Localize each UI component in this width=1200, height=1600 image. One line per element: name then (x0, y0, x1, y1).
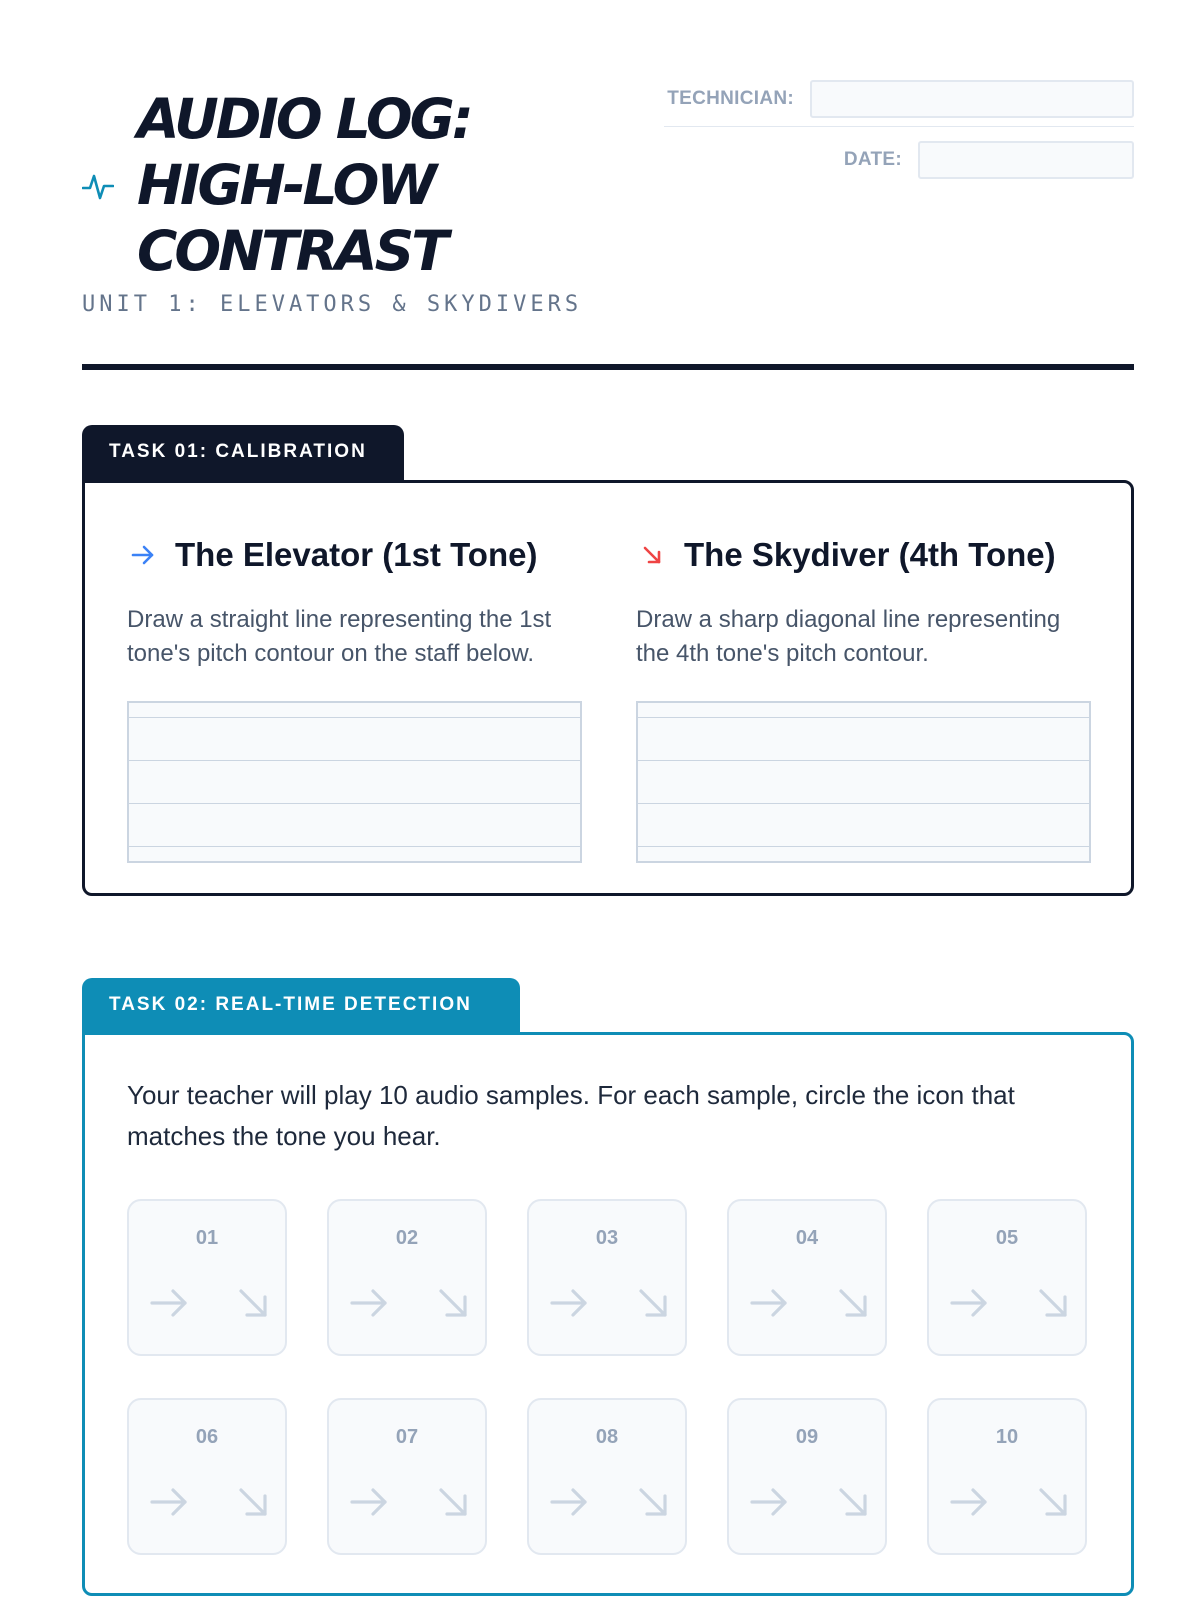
page-title (137, 86, 471, 284)
title-line-1: AUDIO LOG: (137, 87, 471, 151)
task2-tab: TASK 02: REAL-TIME DETECTION (82, 978, 520, 1034)
header-divider (82, 364, 1134, 370)
arrow-right-icon[interactable] (349, 1283, 389, 1323)
task2-panel (82, 1032, 1134, 1596)
arrow-down-right-icon[interactable] (833, 1283, 873, 1323)
arrow-down-right-icon[interactable] (833, 1482, 873, 1522)
elevator-staff[interactable] (127, 701, 582, 863)
date-label: DATE: (843, 149, 902, 170)
technician-label: TECHNICIAN: (667, 88, 794, 109)
arrow-down-right-icon[interactable] (433, 1482, 473, 1522)
skydiver-description: Draw a sharp diagonal line representing the 4th tone's pitch contour. (636, 606, 1061, 667)
sample-number: 09 (795, 1426, 819, 1448)
technician-field[interactable] (810, 80, 1134, 118)
sample-card (127, 1398, 287, 1555)
sample-number: 04 (795, 1227, 819, 1249)
task1-tab: TASK 01: CALIBRATION (82, 425, 404, 481)
sample-number: 07 (395, 1426, 419, 1448)
arrow-right-icon[interactable] (749, 1283, 789, 1323)
sample-card (727, 1398, 887, 1555)
staff-line (129, 760, 580, 761)
skydiver-heading (636, 533, 1091, 577)
skydiver-staff[interactable] (636, 701, 1091, 863)
arrow-right-icon[interactable] (349, 1482, 389, 1522)
skydiver-title: The Skydiver (4th Tone) (684, 536, 1056, 573)
sample-card (527, 1199, 687, 1356)
arrow-right-icon[interactable] (549, 1283, 589, 1323)
sample-card (327, 1199, 487, 1356)
elevator-column (127, 533, 582, 863)
arrow-right-icon[interactable] (949, 1482, 989, 1522)
staff-line (638, 846, 1089, 847)
staff-line (129, 717, 580, 718)
arrow-down-right-icon[interactable] (1033, 1283, 1073, 1323)
staff-line (129, 846, 580, 847)
arrow-down-right-icon[interactable] (633, 1482, 673, 1522)
meta-fields (664, 80, 1134, 197)
technician-row (664, 80, 1134, 127)
arrow-down-right-icon[interactable] (233, 1482, 273, 1522)
sample-number: 10 (995, 1426, 1019, 1448)
task2-instructions: Your teacher will play 10 audio samples. For each sample, circle the icon that matches the tone you hear. (127, 1080, 1015, 1151)
elevator-title: The Elevator (1st Tone) (175, 536, 538, 573)
skydiver-column (636, 533, 1091, 863)
staff-line (638, 803, 1089, 804)
sample-number: 02 (395, 1227, 419, 1249)
sample-card (127, 1199, 287, 1356)
sample-grid (127, 1199, 1087, 1559)
title-line-2: HIGH-LOW (137, 153, 435, 217)
title-line-3: CONTRAST (137, 219, 446, 283)
pulse-icon (82, 168, 114, 204)
arrow-right-icon[interactable] (949, 1283, 989, 1323)
date-field[interactable] (918, 141, 1134, 179)
elevator-description: Draw a straight line representing the 1st tone's pitch contour on the staff below. (127, 606, 552, 667)
sample-card (927, 1199, 1087, 1356)
sample-number: 05 (995, 1227, 1019, 1249)
sample-number: 03 (595, 1227, 619, 1249)
arrow-down-right-icon (638, 541, 666, 569)
arrow-right-icon[interactable] (549, 1482, 589, 1522)
sample-card (927, 1398, 1087, 1555)
arrow-down-right-icon[interactable] (433, 1283, 473, 1323)
arrow-down-right-icon[interactable] (1033, 1482, 1073, 1522)
sample-card (327, 1398, 487, 1555)
arrow-right-icon[interactable] (149, 1283, 189, 1323)
staff-line (638, 717, 1089, 718)
sample-number: 06 (195, 1426, 219, 1448)
date-row (664, 141, 1134, 179)
arrow-down-right-icon[interactable] (633, 1283, 673, 1323)
unit-subtitle: UNIT 1: ELEVATORS & SKYDIVERS (82, 292, 583, 317)
staff-line (129, 803, 580, 804)
arrow-down-right-icon[interactable] (233, 1283, 273, 1323)
arrow-right-icon[interactable] (149, 1482, 189, 1522)
arrow-right-icon[interactable] (749, 1482, 789, 1522)
header (82, 80, 1134, 380)
sample-card (727, 1199, 887, 1356)
sample-number: 01 (195, 1227, 219, 1249)
staff-line (638, 760, 1089, 761)
sample-card (527, 1398, 687, 1555)
arrow-right-icon (129, 541, 157, 569)
sample-number: 08 (595, 1426, 619, 1448)
elevator-heading (127, 533, 582, 577)
task1-panel (82, 480, 1134, 896)
